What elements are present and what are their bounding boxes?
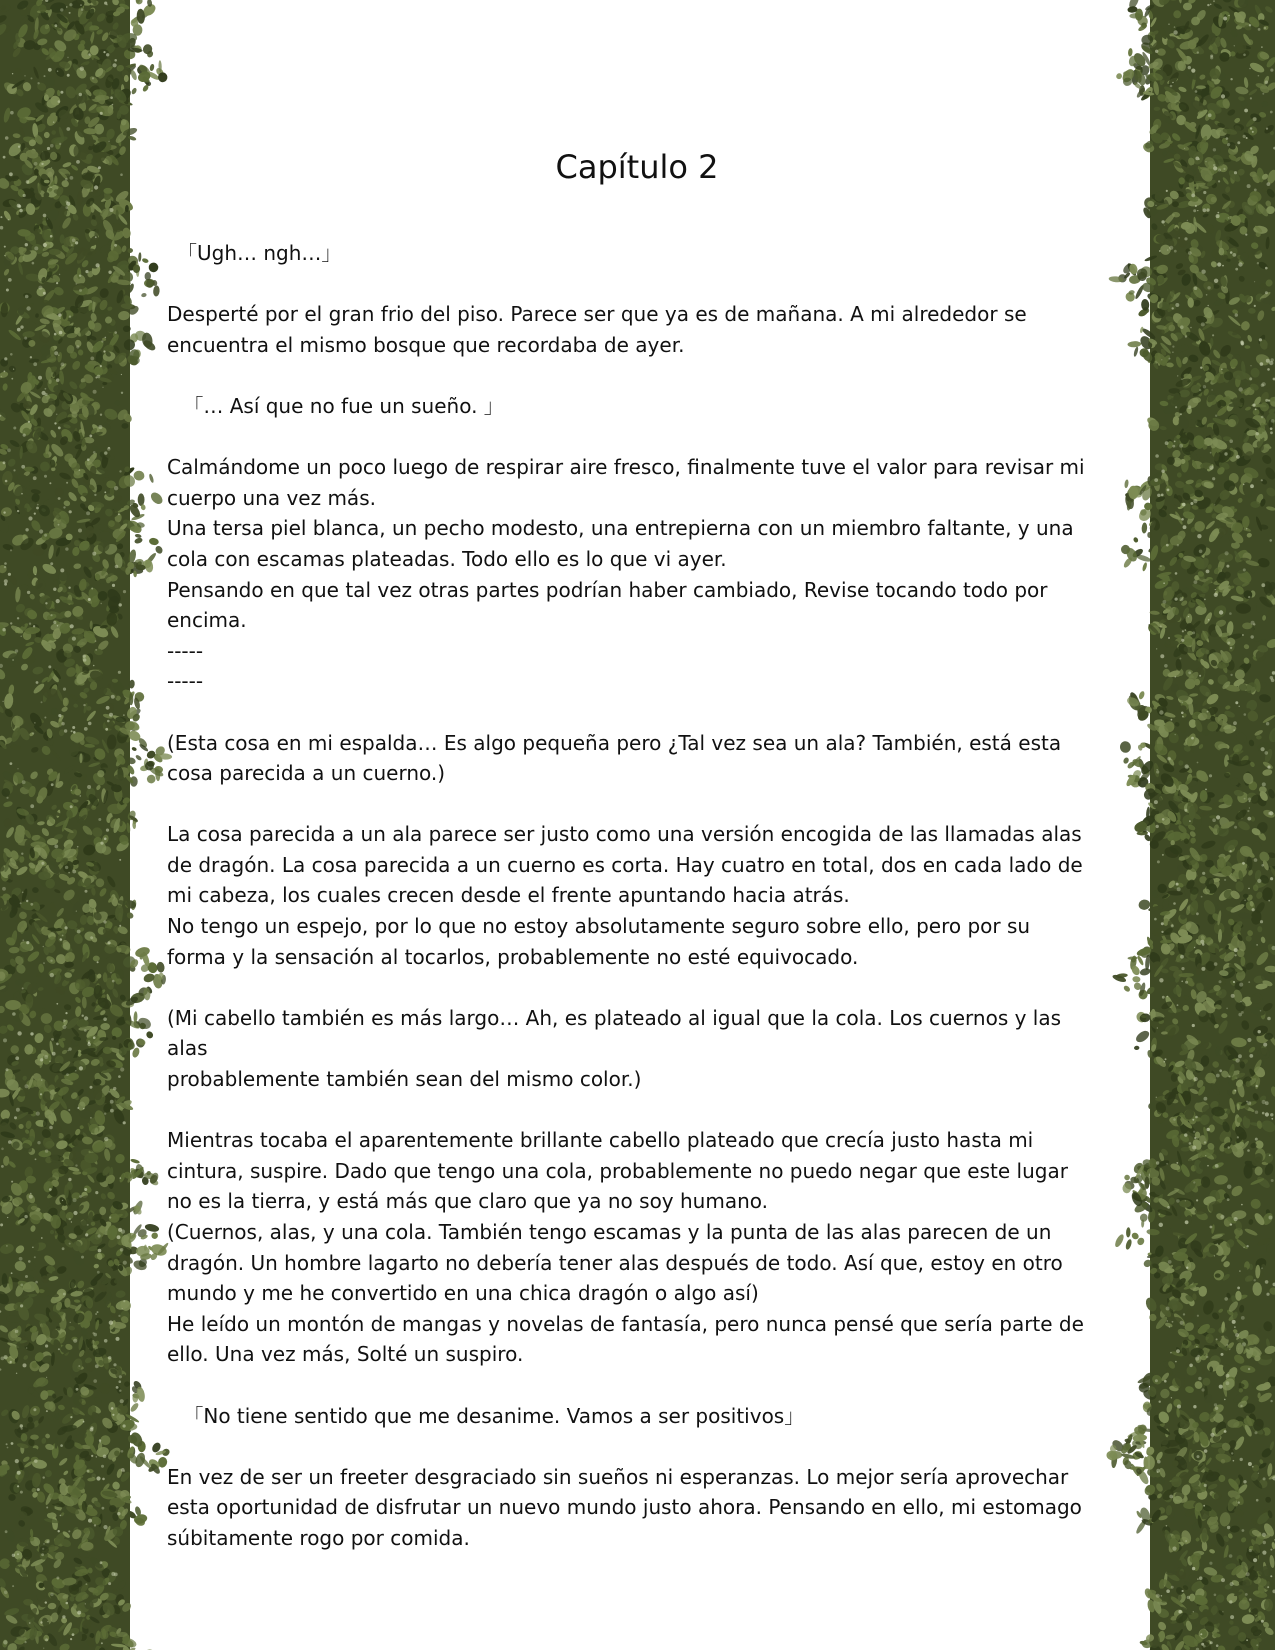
text-line: Desperté por el gran frio del piso. Parece ser que ya es de mañana. A mi alrededor se: [167, 302, 1027, 327]
narration-paragraph: [167, 1003, 1107, 1095]
dialogue-paragraph: [167, 1401, 1107, 1432]
narration-paragraph: [167, 1125, 1107, 1370]
text-line: Pensando en que tal vez otras partes podrían haber cambiado, Revise tocando todo por: [167, 577, 1048, 602]
paragraph-gap: [167, 422, 1107, 453]
narration-paragraph: [167, 452, 1107, 697]
text-line: cintura, suspire. Dado que tengo una cola, probablemente no puedo negar que este lugar: [167, 1158, 1068, 1183]
text-line: Calmándome un poco luego de respirar aire fresco, finalmente tuve el valor para revisar mi: [167, 455, 1085, 480]
text-line: -----: [167, 669, 204, 694]
paragraph-gap: [167, 697, 1107, 728]
text-line: dragón. Un hombre lagarto no debería tener alas después de todo. Así que, estoy en otro: [167, 1250, 1063, 1275]
text-line: He leído un montón de mangas y novelas de fantasía, pero nunca pensé que sería parte de: [167, 1311, 1084, 1336]
text-line: cola con escamas plateadas. Todo ello es lo que vi ayer.: [167, 546, 727, 571]
foliage-border-left: [0, 0, 175, 1650]
text-line: encima.: [167, 608, 247, 633]
text-line: Una tersa piel blanca, un pecho modesto, una entrepierna con un miembro faltante, y una: [167, 516, 1074, 541]
text-line: no es la tierra, y está más que claro que ya no soy humano.: [167, 1189, 769, 1214]
paragraph-gap: [167, 1370, 1107, 1401]
text-line: (Esta cosa en mi espalda… Es algo pequeña pero ¿Tal vez sea un ala? También, está esta: [167, 730, 1062, 755]
paragraph-gap: [167, 972, 1107, 1003]
text-line: 「No tiene sentido que me desanime. Vamos a ser positivos」: [177, 1403, 805, 1428]
text-line: 「… Así que no fue un sueño. 」: [177, 393, 504, 418]
text-line: forma y la sensación al tocarlos, probablemente no esté equivocado.: [167, 944, 859, 969]
text-line: súbitamente rogo por comida.: [167, 1525, 470, 1550]
text-line: ello. Una vez más, Solté un suspiro.: [167, 1342, 524, 1367]
paragraph-gap: [167, 269, 1107, 300]
text-line: encuentra el mismo bosque que recordaba de ayer.: [167, 332, 685, 357]
narration-paragraph: [167, 1462, 1107, 1554]
text-line: (Mi cabello también es más largo… Ah, es plateado al igual que la cola. Los cuernos y las alas: [167, 1005, 1068, 1061]
text-line: probablemente también sean del mismo color.): [167, 1067, 642, 1092]
paragraph-gap: [167, 1431, 1107, 1462]
page-content: [167, 0, 1107, 1650]
paragraph-gap: [167, 360, 1107, 391]
narration-paragraph: [167, 728, 1107, 789]
text-line: No tengo un espejo, por lo que no estoy absolutamente seguro sobre ello, pero por su: [167, 914, 1031, 939]
narration-paragraph: [167, 819, 1107, 972]
text-line: mundo y me he convertido en una chica dragón o algo así): [167, 1281, 759, 1306]
text-line: cuerpo una vez más.: [167, 485, 376, 510]
foliage-border-right: [1105, 0, 1275, 1650]
dialogue-paragraph: [167, 391, 1107, 422]
chapter-title: Capítulo 2: [555, 148, 719, 186]
text-line: (Cuernos, alas, y una cola. También tengo escamas y la punta de las alas parecen de un: [167, 1220, 1052, 1244]
text-line: cosa parecida a un cuerno.): [167, 761, 446, 786]
paragraph-gap: [167, 789, 1107, 820]
paragraph-gap: [167, 1095, 1107, 1126]
text-line: -----: [167, 638, 204, 663]
chapter-body: [167, 238, 1107, 1554]
text-line: En vez de ser un freeter desgraciado sin sueños ni esperanzas. Lo mejor sería aprovechar: [167, 1464, 1069, 1489]
text-line: Mientras tocaba el aparentemente brillante cabello plateado que crecía justo hasta mi: [167, 1128, 1034, 1153]
text-line: 「Ugh… ngh…」: [177, 241, 342, 265]
dialogue-paragraph: [167, 238, 1107, 269]
narration-paragraph: [167, 299, 1107, 360]
text-line: de dragón. La cosa parecida a un cuerno es corta. Hay cuatro en total, dos en cada lado de: [167, 852, 1083, 877]
text-line: La cosa parecida a un ala parece ser justo como una versión encogida de las llamadas alas: [167, 822, 1082, 847]
text-line: esta oportunidad de disfrutar un nuevo mundo justo ahora. Pensando en ello, mi estomago: [167, 1495, 1082, 1520]
text-line: mi cabeza, los cuales crecen desde el frente apuntando hacia atrás.: [167, 883, 850, 908]
